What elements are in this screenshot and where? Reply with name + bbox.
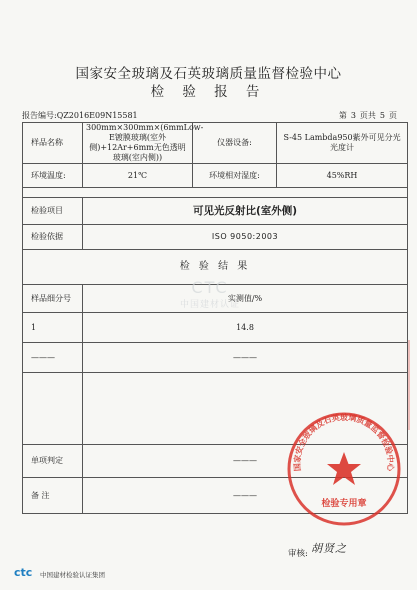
basis-label: 检验依据: [23, 225, 83, 250]
spacer-row: [23, 188, 408, 198]
table-row: [23, 313, 408, 343]
col-measured-header: 实测值/%: [83, 285, 408, 313]
basis-row: [23, 225, 408, 250]
reviewer-signature: 胡贤之: [311, 542, 347, 555]
results-title: 检 验 结 果: [23, 250, 408, 285]
basis-value: ISO 9050:2003: [83, 225, 408, 250]
temp-value: 21℃: [83, 164, 193, 188]
page-mid: 页共: [359, 111, 376, 120]
report-number: 报告编号:QZ2016E09N15581: [22, 111, 138, 120]
table-row: [23, 343, 408, 373]
svg-text:ctc: ctc: [14, 566, 33, 579]
item-label: 检验项目: [23, 198, 83, 225]
page-suffix: 页: [389, 111, 397, 120]
humidity-label: 环境相对湿度:: [193, 164, 277, 188]
side-stamp-fragment: [402, 340, 412, 430]
instrument-value: S-45 Lambda950紫外可见分光光度计: [277, 123, 408, 164]
blank-cell: [23, 373, 83, 445]
svg-text:国家安全玻璃及石英玻璃质量监督检验中心: 国家安全玻璃及石英玻璃质量监督检验中心: [292, 412, 396, 472]
page-number: [337, 110, 399, 121]
row-sample-no: ———: [23, 343, 83, 373]
ctc-logo: [14, 565, 40, 579]
col-sample-no-header: 样品细分号: [23, 285, 83, 313]
page-current: 3: [350, 111, 356, 120]
item-value: 可见光反射比(室外侧): [83, 198, 408, 225]
humidity-value: 45%RH: [277, 164, 408, 188]
remark-value: ———: [83, 478, 408, 514]
sample-row: [23, 123, 408, 164]
row-measured-value: 14.8: [83, 313, 408, 343]
report-title: 国家安全玻璃及石英玻璃质量监督检验中心: [75, 66, 342, 82]
watermark-logo: CTC: [191, 278, 229, 297]
review-label: 审核:: [288, 549, 308, 559]
row-measured-value: ———: [83, 343, 408, 373]
temp-label: 环境温度:: [23, 164, 83, 188]
row-sample-no: 1: [23, 313, 83, 343]
report-subtitle: 检 验 报 告: [150, 84, 267, 100]
watermark-text: 中国建材认证: [179, 300, 240, 310]
item-row: [23, 198, 408, 225]
instrument-label: 仪器设备:: [193, 123, 277, 164]
official-seal: [285, 410, 403, 528]
remark-label: 备 注: [23, 478, 83, 514]
judgement-value: ———: [83, 445, 408, 478]
sample-label: 样品名称: [23, 123, 83, 164]
svg-text:检验专用章: 检验专用章: [321, 499, 367, 509]
page-prefix: 第: [338, 111, 347, 120]
judgement-label: 单项判定: [23, 445, 83, 478]
sample-value: 300mm×300mm×(6mmLow-E镀膜玻璃(室外侧)+12Ar+6mm无色透明玻璃(室内侧)): [83, 123, 193, 164]
watermark: [150, 278, 270, 310]
org-name: 中国建材检验认证集团: [40, 571, 105, 579]
environment-row: [23, 164, 408, 188]
page-total: 5: [379, 111, 385, 120]
